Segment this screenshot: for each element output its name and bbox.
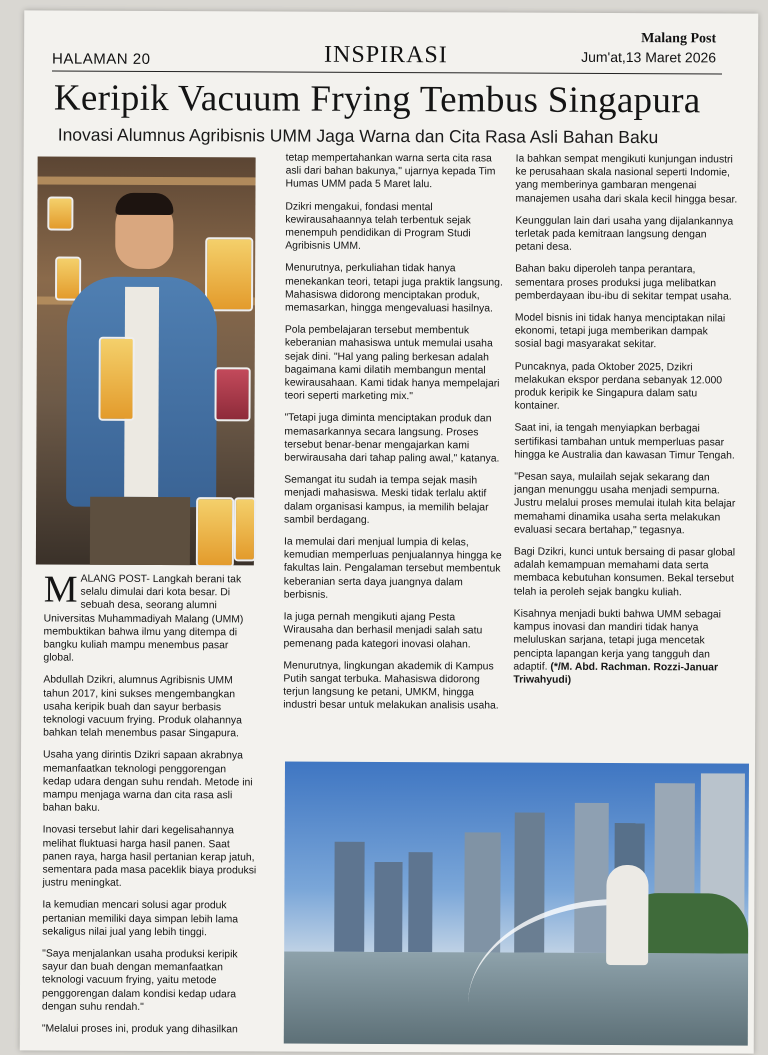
person-legs [90,497,190,565]
page-number: HALAMAN 20 [52,50,151,68]
section-title: INSPIRASI [324,41,448,69]
paragraph: "Pesan saya, mulailah sejak sekarang dan jangan menunggu usaha menjadi sempurna. Justru melalui proses memulai itulah kita belajar memahami dinamika usaha serta melakukan evaluasi secara bertahap," tegasnya. [513,471,736,537]
paragraph: Usaha yang dirintis Dzikri sapaan akrabnya memanfaatkan teknologi penggorengan kedap udara dengan suhu rendah. Metode ini mampu menjaga warna dan cita rasa asli bahan baku. [42,749,253,814]
jar [47,197,73,231]
header-rule [52,71,722,75]
headline: Keripik Vacuum Frying Tembus Singapura [53,77,701,122]
building [374,862,402,952]
building [334,842,364,952]
paragraph: Bahan baku diperoleh tanpa perantara, sementara proses produksi juga melibatkan pemberdayaan ibu-ibu di sekitar tempat usaha. [515,263,732,303]
paragraph: "Saya menjalankan usaha produksi keripik sayur dan buah dengan memanfaatkan teknologi vacuum frying, yaitu metode penggorengan dalam kondisi kedap udara dengan suhu rendah." [41,948,238,1013]
issue-date: Jum'at,13 Maret 2026 [581,48,717,66]
dropcap: M [43,568,78,611]
paragraph: "Tetapi juga diminta menciptakan produk dan memasarkannya secara langsung. Proses tersebut benar-benar mengajarkan kami berwirausaha dari tahap paling awal," katanya. [284,412,500,465]
column-3 [513,153,737,697]
jar [205,237,253,311]
brand-name: Malang Post [641,31,717,47]
column-1 [41,568,258,1045]
paragraph: Semangat itu sudah ia tempa sejak masih menjadi mahasiswa. Meski tidak terlalu aktif dalam organisasi kampus, ia memilih belajar sambil berdagang. [284,474,489,526]
singapore-photo [284,762,749,1046]
column-2 [283,152,505,722]
person-hair [115,193,173,215]
newspaper-page [20,10,759,1053]
paragraph: Saat ini, ia tengah menyiapkan berbagai sertifikasi tambahan untuk memperluas pasar hingga ke Australia dan kawasan Timur Tengah. [514,422,735,462]
merlion-statue [606,865,648,965]
paragraph: "Melalui proses ini, produk yang dihasilkan [41,1023,238,1036]
paragraph: Ia kemudian mencari solusi agar produk pertanian memiliki daya simpan lebih lama sekaligus nilai jual yang lebih tinggi. [42,899,239,939]
paragraph: Inovasi tersebut lahir dari kegelisahannya melihat fluktuasi harga hasil panen. Saat panen raya, harga hasil pertanian kerap jatuh, sementara pada masa paceklik biaya produksi justru meningkat. [42,824,257,890]
paragraph: Bagi Dzikri, kunci untuk bersaing di pasar global adalah kemampuan memahami data serta membaca kebutuhan konsumen. Bekal tersebut telah ia peroleh sejak bangku kuliah. [513,546,736,598]
paragraph: Model bisnis ini tidak hanya menciptakan nilai ekonomi, tetapi juga memberikan dampak sosial bagi masyarakat sekitar. [514,312,726,351]
jar [234,497,256,561]
held-jar [98,337,134,421]
author-credit: (*/M. Abd. Rachman. Rozzi-Januar Triwahyudi) [513,661,719,686]
paragraph: Ia memulai dari menjual lumpia di kelas, kemudian memperluas penjualannya hingga ke fakultas lain. Pengalaman tersebut membentuk keberanian serta daya juangnya dalam berbisnis. [283,536,502,601]
paragraph: Keunggulan lain dari usaha yang dijalankannya terletak pada kemitraan langsung dengan petani desa. [515,215,734,254]
held-jar [214,367,250,421]
paragraph: Menurutnya, lingkungan akademik di Kampus Putih sangat terbuka. Mahasiswa didorong terjun langsung ke petani, UMKM, hingga industri besar untuk melakukan analisis usaha. [283,660,499,712]
shelf [38,176,256,185]
building [464,832,501,952]
portrait-photo [36,156,256,565]
building [408,852,432,952]
paragraph: Pola pembelajaran tersebut membentuk keberanian mahasiswa untuk memulai usaha sejak dini. "Hal yang paling berkesan adalah bagaimana kami dilatih membangun mental kewirausahaan. Kami tidak hanya mempelajari teori seperti marketing mix." [284,324,500,403]
paragraph: Menurutnya, perkuliahan tidak hanya menekankan teori, tetapi juga praktik langsung. Mahasiswa didorong menciptakan produk, memasarkan, hingga mengevaluasi hasilnya. [284,262,503,315]
jar [196,497,234,567]
paragraph: Abdullah Dzikri, alumnus Agribisnis UMM tahun 2017, kini sukses mengembangkan usaha keripik buah dan sayur berbasis teknologi vacuum frying. Produk olahannya bahkan telah menembus pasar Singapura. [43,674,242,740]
paragraph: Kisahnya menjadi bukti bahwa UMM sebagai kampus inovasi dan mandiri tidak hanya meluluskan sarjana, tetapi juga mencetak pencipta lapangan kerja yang tangguh dan adaptif. [513,608,722,673]
paragraph: tetap mempertahankan warna serta cita rasa asli dari bahan bakunya," ujarnya kepada Tim Humas UMM pada 5 Maret lalu. [285,152,496,191]
paragraph: Puncaknya, pada Oktober 2025, Dzikri melakukan ekspor perdana sebanyak 12.000 produk keripik ke Singapura dalam satu kontainer. [514,361,723,412]
paragraph: Ia bahkan sempat mengikuti kunjungan industri ke perusahaan skala nasional seperti Indomie, yang memberinya gambaran mengenai manajemen usaha dari skala kecil hingga besar. [515,153,738,206]
paragraph: Ia juga pernah mengikuti ajang Pesta Wirausaha dan berhasil menjadi salah satu pemenang pada kategori inovasi olahan. [283,611,483,650]
paragraph: ALANG POST- Langkah berani tak selalu dimulai dari kota besar. Di sebuah desa, seorang alumni Universitas Muhammadiyah Malang (UMM) membuktikan bahwa ilmu yang ditempa di bangku kuliah mampu menembus pasar global. [43,573,244,664]
subheadline: Inovasi Alumnus Agribisnis UMM Jaga Warna dan Cita Rasa Asli Bahan Baku [57,124,659,148]
paragraph: Dzikri mengakui, fondasi mental kewirausahaannya telah terbentuk sejak menempuh pendidikan di Program Studi Agribisnis UMM. [285,201,471,253]
